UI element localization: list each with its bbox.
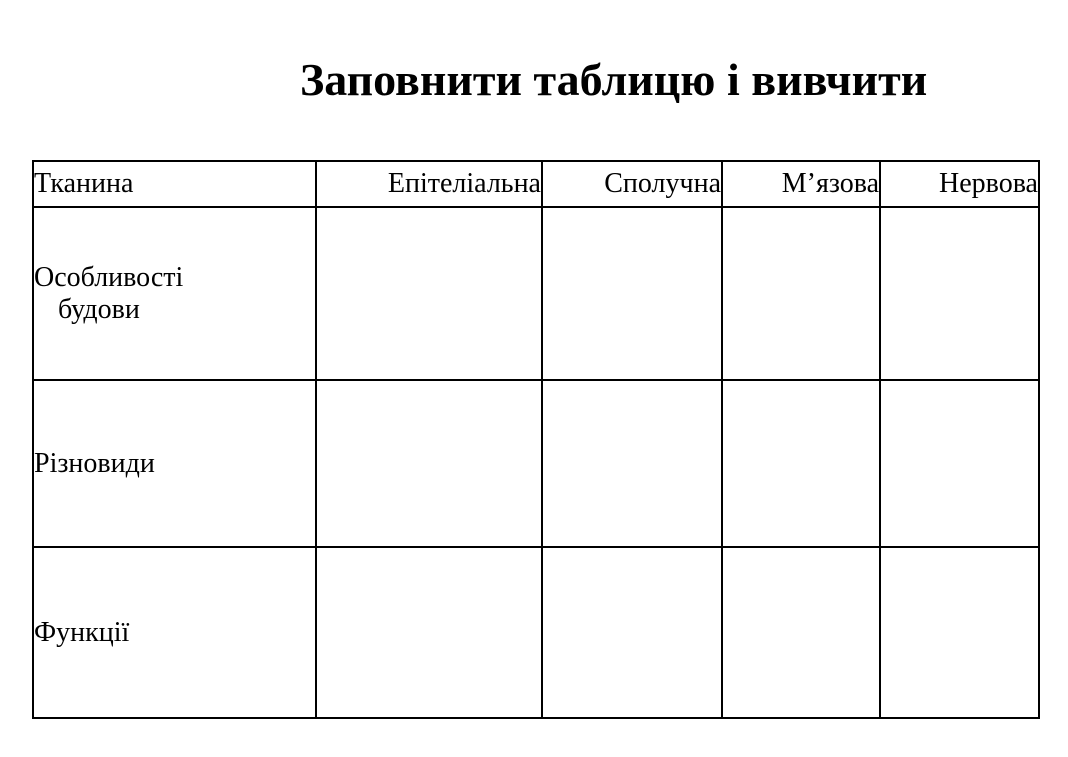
row-label-functions: Функції [33,547,316,718]
header-cell-epithelial: Епітеліальна [316,161,542,207]
table-cell[interactable] [722,207,880,380]
row-label-structure-line1: Особливості [34,261,184,293]
table-cell[interactable] [316,380,542,547]
table-cell[interactable] [316,547,542,718]
table-header-row [33,161,1039,207]
table-row [33,380,1039,547]
table-cell[interactable] [880,547,1039,718]
table-row [33,207,1039,380]
header-cell-nervous: Нервова [880,161,1039,207]
table-cell[interactable] [542,207,722,380]
page-title: Заповнити таблицю і вивчити [300,54,928,105]
table-cell[interactable] [542,380,722,547]
tissue-table [32,160,1040,719]
row-label-structure-line2: будови [58,293,140,325]
header-cell-connective: Сполучна [542,161,722,207]
table-cell[interactable] [880,380,1039,547]
table-cell[interactable] [722,380,880,547]
header-cell-tissue: Тканина [33,161,316,207]
table-cell[interactable] [316,207,542,380]
row-label-structure [33,207,316,380]
header-cell-muscle: М’язова [722,161,880,207]
table-cell[interactable] [722,547,880,718]
row-label-varieties: Різновиди [33,380,316,547]
table-cell[interactable] [880,207,1039,380]
table-cell[interactable] [542,547,722,718]
table-row [33,547,1039,718]
